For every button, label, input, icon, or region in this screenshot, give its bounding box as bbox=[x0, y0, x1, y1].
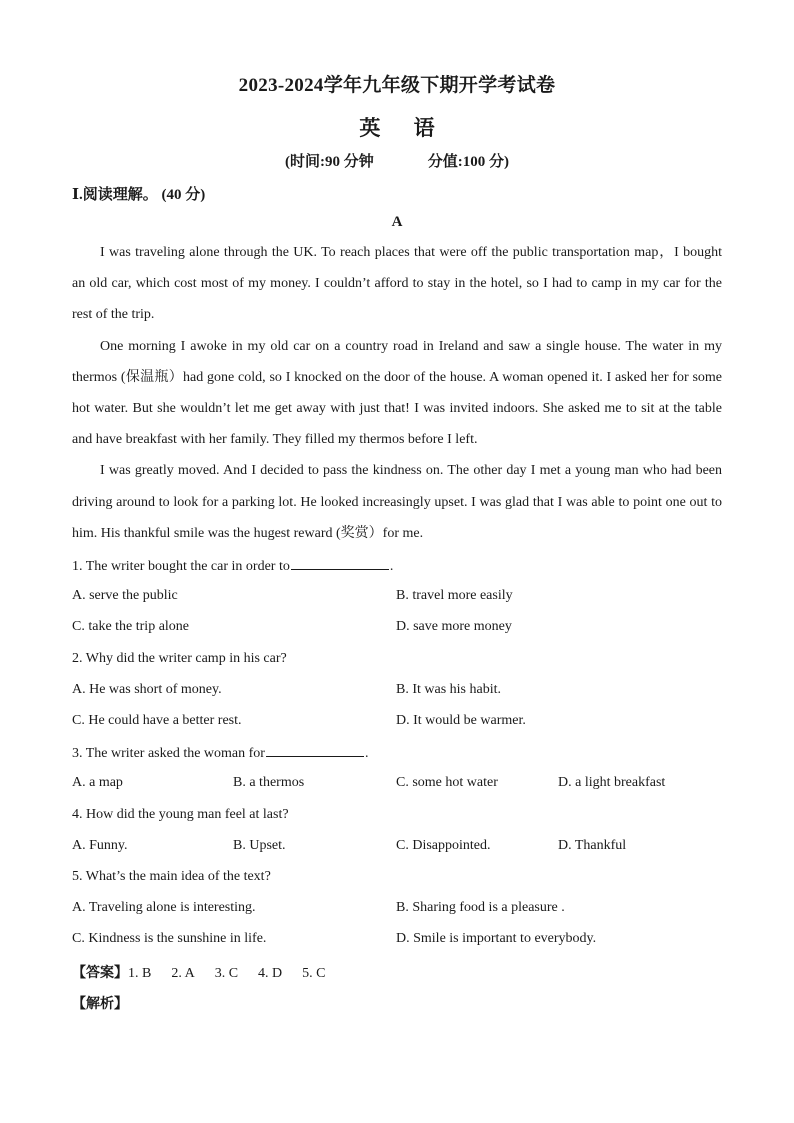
option-d: D. Smile is important to everybody. bbox=[396, 931, 597, 946]
question-stem: 4. How did the young man feel at last? bbox=[72, 807, 289, 822]
answer-blank bbox=[291, 557, 389, 570]
answer-item: 4. D bbox=[258, 966, 283, 981]
option-a: A. He was short of money. bbox=[72, 682, 222, 697]
answer-item: 5. C bbox=[302, 966, 326, 981]
option-b: B. travel more easily bbox=[396, 588, 513, 603]
answer-label: 【答案】 bbox=[72, 966, 128, 981]
reading-passage bbox=[72, 237, 722, 549]
option-c: C. some hot water bbox=[396, 775, 498, 790]
option-c: C. He could have a better rest. bbox=[72, 713, 242, 728]
passage-paragraph: I was traveling alone through the UK. To reach places that were off the public transportation map，I bought an old car, which cost most of my money. I couldn’t afford to stay in the hotel, so I had to camp in my car for the rest of the trip. bbox=[72, 245, 722, 323]
question-stem: 5. What’s the main idea of the text? bbox=[72, 869, 271, 884]
option-d: D. a light breakfast bbox=[558, 775, 666, 790]
question-stem: 3. The writer asked the woman for . bbox=[72, 746, 369, 761]
answer-item: 3. C bbox=[214, 966, 239, 981]
option-c: C. Kindness is the sunshine in life. bbox=[72, 931, 267, 946]
answer-item: 1. B bbox=[128, 966, 152, 981]
exam-score: 分值:100 分) bbox=[427, 154, 509, 170]
option-b: B. It was his habit. bbox=[396, 682, 501, 697]
passage-paragraph: I was greatly moved. And I decided to pass the kindness on. The other day I met a young man who had been driving around to look for a parking lot. He looked increasingly upset. I was glad that I was able to point one out to him. His thankful smile was the hugest reward (奖赏）for me. bbox=[72, 463, 722, 541]
subject-title: 英 语 bbox=[359, 116, 449, 140]
option-b: B. Upset. bbox=[233, 838, 286, 853]
question-stem: 1. The writer bought the car in order to . bbox=[72, 559, 394, 574]
page-title: 2023-2024学年九年级下期开学考试卷 bbox=[238, 75, 556, 96]
answer-key bbox=[72, 962, 326, 982]
question-stem: 2. Why did the writer camp in his car? bbox=[72, 651, 287, 666]
option-a: A. serve the public bbox=[72, 588, 178, 603]
answer-blank bbox=[266, 744, 364, 757]
passage-paragraph: One morning I awoke in my old car on a country road in Ireland and saw a single house. The water in my thermos (保温瓶）had gone cold, so I knocked on the door of the house. A woman opened it. I asked her for some hot water. But she wouldn’t let me get away with just that! I was invited indoors. She asked me to sit at the table and have breakfast with her family. They filled my thermos before I left. bbox=[72, 338, 722, 448]
analysis-label: 【解析】 bbox=[72, 997, 128, 1012]
option-c: C. take the trip alone bbox=[72, 619, 190, 634]
option-a: A. Funny. bbox=[72, 838, 128, 853]
option-b: B. Sharing food is a pleasure . bbox=[396, 900, 565, 915]
option-a: A. Traveling alone is interesting. bbox=[72, 900, 256, 915]
answer-item: 2. A bbox=[171, 966, 195, 981]
option-a: A. a map bbox=[72, 775, 123, 790]
option-c: C. Disappointed. bbox=[396, 838, 491, 853]
option-b: B. a thermos bbox=[233, 775, 305, 790]
option-d: D. save more money bbox=[396, 619, 512, 634]
option-d: D. Thankful bbox=[558, 838, 627, 853]
option-d: D. It would be warmer. bbox=[396, 713, 526, 728]
exam-time: (时间:90 分钟 bbox=[285, 154, 374, 170]
exam-meta bbox=[0, 150, 794, 171]
passage-label: A bbox=[391, 214, 403, 230]
section-heading: Ⅰ.阅读理解。 (40 分) bbox=[72, 187, 206, 203]
